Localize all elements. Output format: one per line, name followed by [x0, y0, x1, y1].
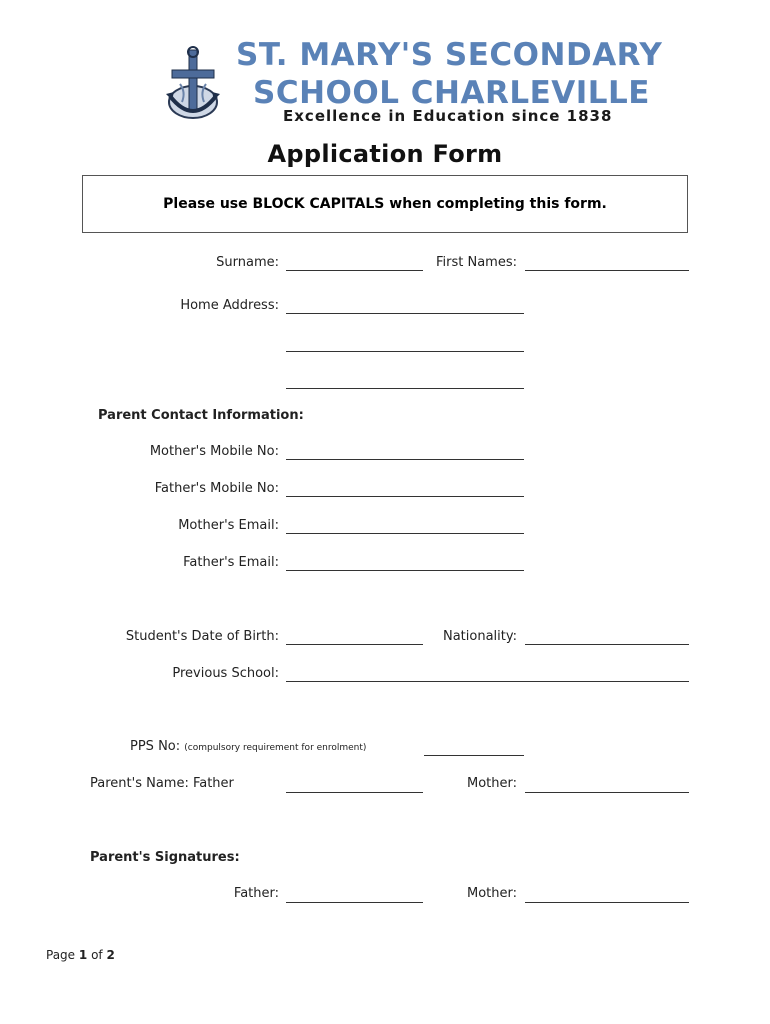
page-word: Page: [46, 948, 76, 962]
first-names-field[interactable]: [525, 270, 689, 271]
father-mobile-field[interactable]: [286, 496, 524, 497]
page-of: of: [91, 948, 103, 962]
pps-label-text: PPS No:: [130, 739, 181, 754]
dob-label: Student's Date of Birth:: [125, 629, 279, 644]
school-tagline: Excellence in Education since 1838: [283, 107, 613, 125]
father-email-field[interactable]: [286, 570, 524, 571]
pps-note: (compulsory requirement for enrolment): [184, 743, 367, 753]
nationality-field[interactable]: [525, 644, 689, 645]
parents-name-father-label: Parent's Name: Father: [90, 776, 234, 791]
signature-mother-field[interactable]: [525, 902, 689, 903]
home-address-field-2[interactable]: [286, 351, 524, 352]
mother-email-label: Mother's Email:: [178, 518, 279, 533]
previous-school-field[interactable]: [286, 681, 689, 682]
notice-text: Please use BLOCK CAPITALS when completing this form.: [163, 196, 607, 212]
signature-mother-label: Mother:: [466, 886, 517, 901]
nationality-label: Nationality:: [442, 629, 517, 644]
mother-mobile-field[interactable]: [286, 459, 524, 460]
home-address-field-3[interactable]: [286, 388, 524, 389]
anchor-cross-crest-icon: [160, 44, 226, 126]
father-mobile-label: Father's Mobile No:: [154, 481, 279, 496]
previous-school-label: Previous School:: [172, 666, 279, 681]
dob-field[interactable]: [286, 644, 423, 645]
parent-contact-heading: Parent Contact Information:: [98, 408, 304, 423]
home-address-field-1[interactable]: [286, 313, 524, 314]
father-email-label: Father's Email:: [183, 555, 279, 570]
parents-name-mother-label: Mother:: [466, 776, 517, 791]
signature-father-label: Father:: [233, 886, 279, 901]
mother-email-field[interactable]: [286, 533, 524, 534]
school-logo: [160, 44, 226, 126]
home-address-label: Home Address:: [180, 298, 279, 313]
surname-label: Surname:: [216, 255, 279, 270]
first-names-label: First Names:: [436, 255, 517, 270]
pps-field[interactable]: [424, 755, 524, 756]
school-name-line1: ST. MARY'S SECONDARY: [236, 37, 663, 73]
surname-field[interactable]: [286, 270, 423, 271]
signature-father-field[interactable]: [286, 902, 423, 903]
page-number: [46, 948, 115, 962]
page-current: 1: [78, 948, 88, 962]
form-title: Application Form: [267, 140, 503, 168]
mother-mobile-label: Mother's Mobile No:: [149, 444, 279, 459]
signatures-heading: Parent's Signatures:: [90, 850, 240, 865]
notice-box: [82, 175, 688, 233]
parents-name-mother-field[interactable]: [525, 792, 689, 793]
school-name-line2: SCHOOL CHARLEVILLE: [253, 75, 650, 111]
pps-label: [130, 739, 366, 756]
parents-name-father-field[interactable]: [286, 792, 423, 793]
page-total: 2: [106, 948, 115, 962]
